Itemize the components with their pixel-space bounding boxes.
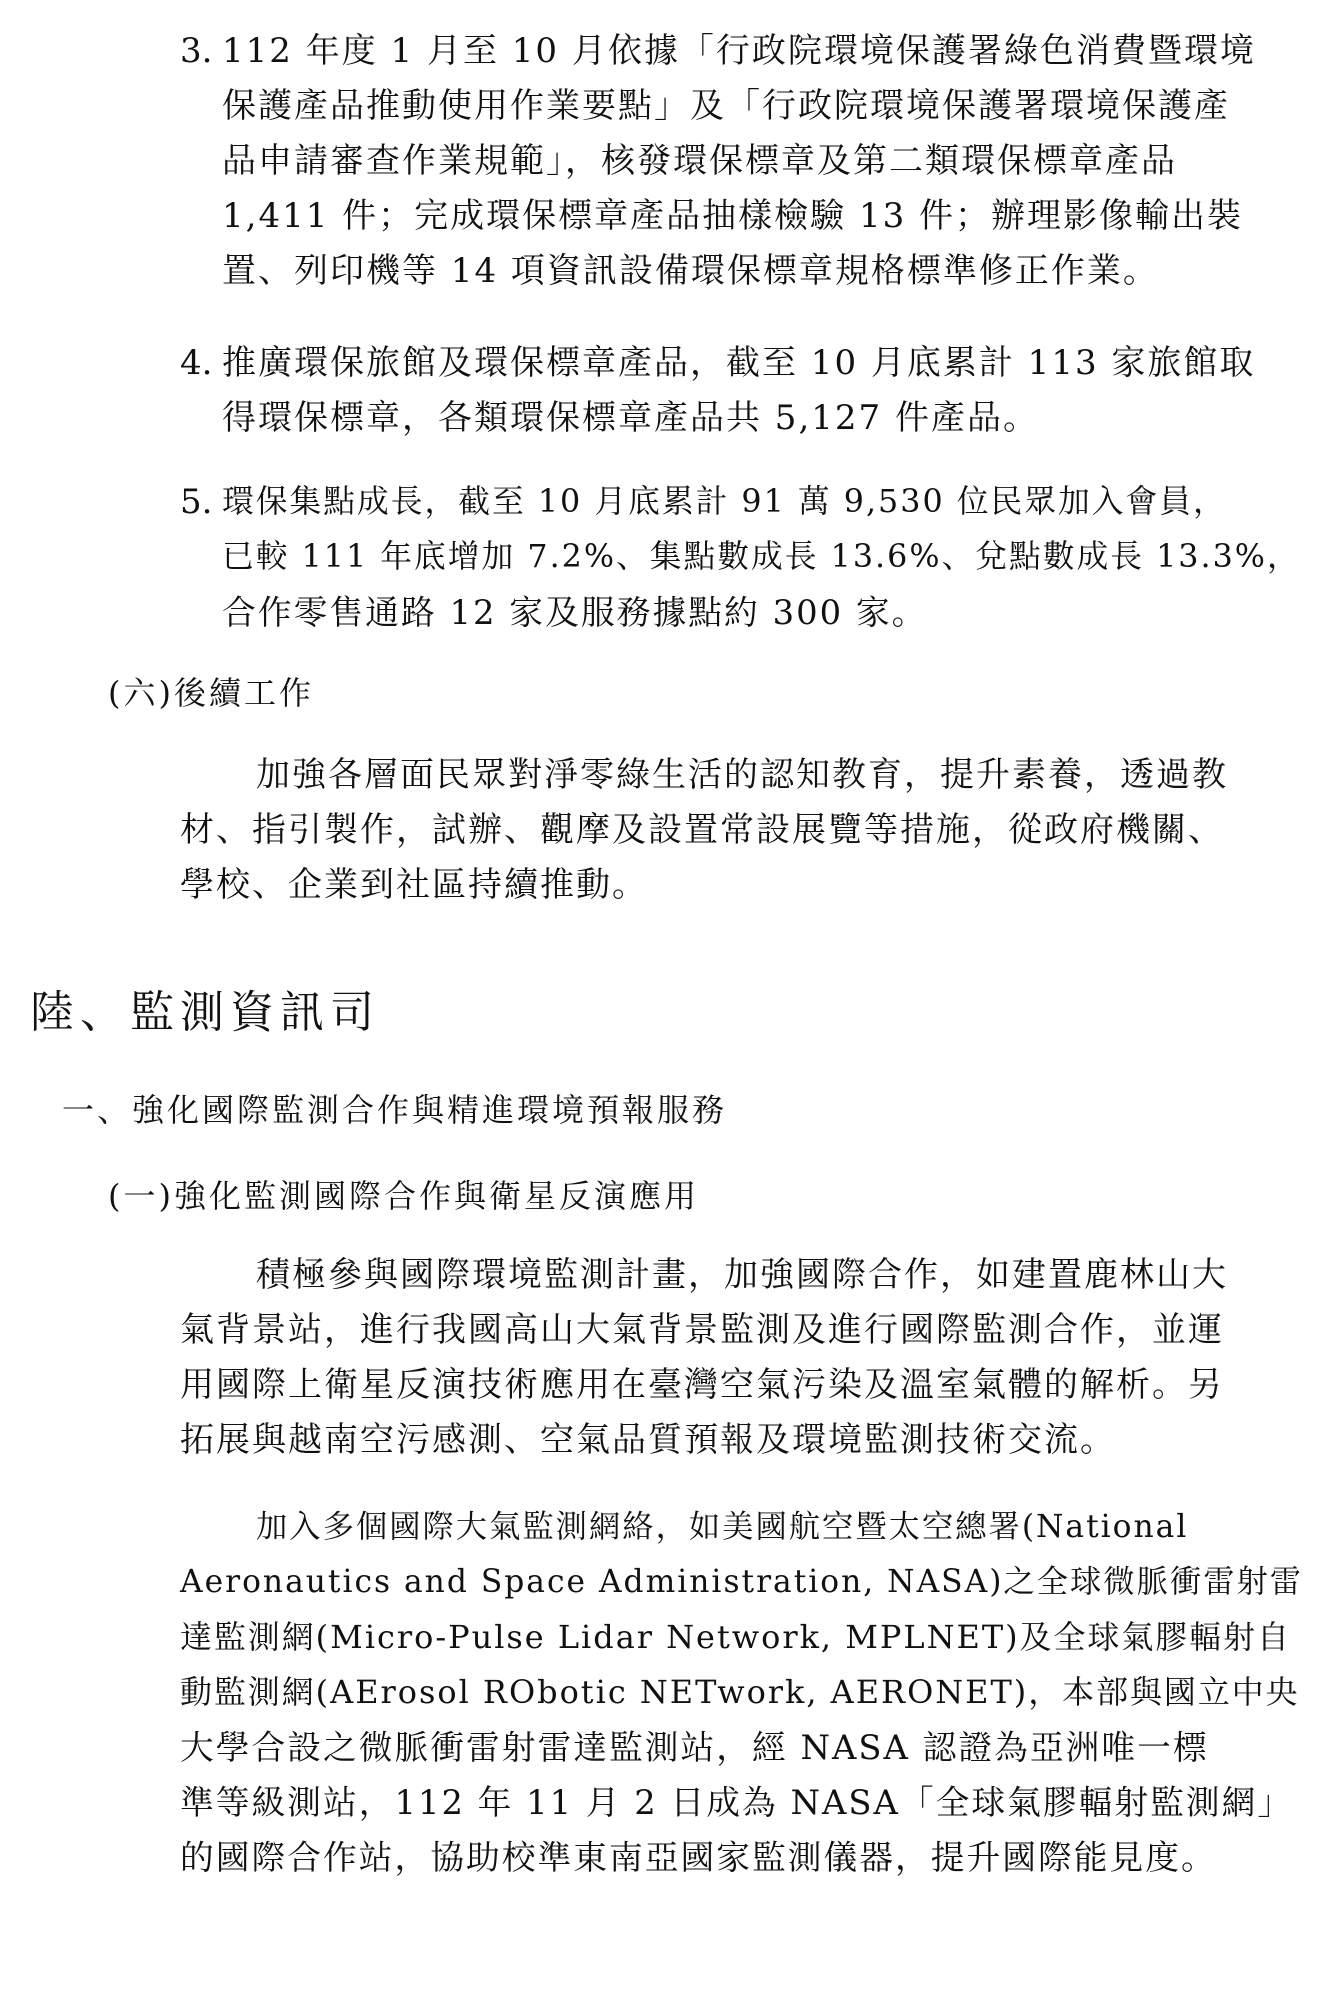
- text-line: 氣背景站，進行我國高山大氣背景監測及進行國際監測合作，並運: [180, 1310, 1224, 1350]
- paragraph-1: [180, 1248, 1228, 1468]
- text-line: 加強各層面民眾對淨零綠生活的認知教育，提升素養，透過教: [256, 755, 1228, 795]
- text-line: 拓展與越南空污感測、空氣品質預報及環境監測技術交流。: [180, 1420, 1116, 1460]
- text-line: 動監測網(AErosol RObotic NETwork, AERONET)，本部與國立中央: [180, 1673, 1300, 1711]
- text-line: 加入多個國際大氣監測網絡，如美國航空暨太空總署(National: [256, 1509, 1189, 1545]
- followup-paragraph: [180, 748, 1228, 913]
- text-line: 已較 111 年底增加 7.2%、集點數成長 13.6%、兌點數成長 13.3%，: [222, 539, 1301, 575]
- subsection-heading: 一、強化國際監測合作與精進環境預報服務: [62, 1091, 728, 1129]
- section-title: 陸、監測資訊司: [30, 987, 380, 1038]
- text-line: 材、指引製作，試辦、觀摩及設置常設展覽等措施，從政府機關、: [180, 810, 1224, 850]
- item-number: 4.: [180, 343, 213, 383]
- text-line: 合作零售通路 12 家及服務據點約 300 家。: [222, 593, 928, 632]
- text-line: 保護產品推動使用作業要點」及「行政院環境保護署環境保護產: [222, 86, 1230, 126]
- text-line: 用國際上衛星反演技術應用在臺灣空氣污染及溫室氣體的解析。另: [180, 1365, 1224, 1405]
- text-line: 達監測網(Micro-Pulse Lidar Network, MPLNET)及全球氣膠輻射自: [180, 1618, 1291, 1656]
- followup-heading: (六)後續工作: [108, 674, 314, 712]
- text-line: 的國際合作站，協助校準東南亞國家監測儀器，提升國際能見度。: [180, 1838, 1217, 1877]
- text-line: 置、列印機等 14 項資訊設備環保標章規格標準修正作業。: [222, 251, 1159, 291]
- text-line: 大學合設之微脈衝雷射雷達監測站，經 NASA 認證為亞洲唯一標: [180, 1728, 1209, 1767]
- item-number: 5.: [180, 482, 213, 522]
- text-line: 得環保標章，各類環保標章產品共 5,127 件產品。: [222, 398, 1039, 438]
- text-line: 1,411 件；完成環保標章產品抽樣檢驗 13 件；辦理影像輸出裝: [222, 196, 1244, 236]
- text-line: 學校、企業到社區持續推動。: [180, 865, 648, 905]
- text-line: Aeronautics and Space Administration, NASA)之全球微脈衝雷射雷: [180, 1564, 1304, 1600]
- item-number: 3.: [180, 31, 213, 71]
- list-item-4: [222, 336, 1255, 446]
- paragraph-2: [180, 1500, 1303, 1885]
- list-item-5: [222, 475, 1301, 640]
- text-line: 準等級測站，112 年 11 月 2 日成為 NASA「全球氣膠輻射監測網」: [180, 1783, 1294, 1822]
- text-line: 推廣環保旅館及環保標章產品，截至 10 月底累計 113 家旅館取: [222, 343, 1256, 383]
- text-line: 品申請審查作業規範」，核發環保標章及第二類環保標章產品: [222, 141, 1177, 181]
- text-line: 112 年度 1 月至 10 月依據「行政院環境保護署綠色消費暨環境: [222, 31, 1256, 71]
- subsubsection-heading: (一)強化監測國際合作與衛星反演應用: [108, 1177, 699, 1215]
- list-item-3: [222, 24, 1256, 299]
- text-line: 環保集點成長，截至 10 月底累計 91 萬 9,530 位民眾加入會員，: [222, 484, 1227, 520]
- text-line: 積極參與國際環境監測計畫，加強國際合作，如建置鹿林山大: [256, 1255, 1228, 1295]
